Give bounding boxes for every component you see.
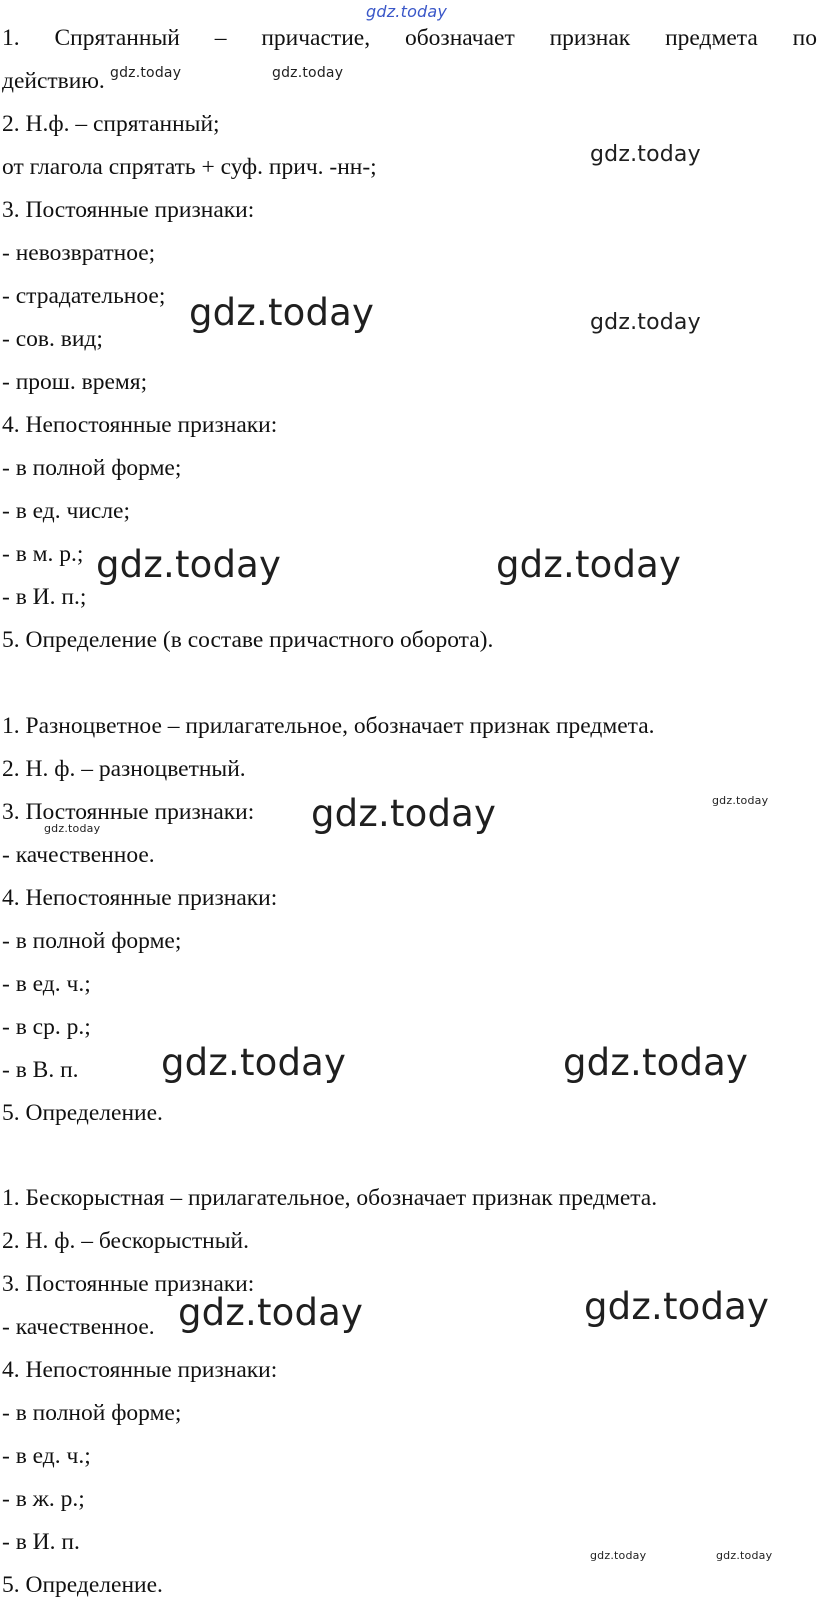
text-line: - в полной форме;	[2, 1400, 182, 1426]
text-line: 3. Постоянные признаки:	[2, 1271, 255, 1297]
text-line: 5. Определение.	[2, 1572, 163, 1598]
watermark: gdz.today	[496, 543, 682, 586]
watermark: gdz.today	[44, 822, 101, 835]
text-line: - в И. п.;	[2, 584, 87, 610]
watermark: gdz.today	[161, 1041, 347, 1084]
text-line: - в м. р.;	[2, 541, 84, 567]
text-line: - страдательное;	[2, 283, 166, 309]
text-line: - в полной форме;	[2, 928, 182, 954]
text-line: 2. Н. ф. – разноцветный.	[2, 756, 246, 782]
text-line: - в И. п.	[2, 1529, 80, 1555]
watermark: gdz.today	[563, 1041, 749, 1084]
watermark: gdz.today	[716, 1549, 773, 1562]
watermark: gdz.today	[311, 792, 497, 835]
text-line: - в В. п.	[2, 1057, 79, 1083]
watermark: gdz.today	[590, 310, 701, 335]
text-line: 2. Н.ф. – спрятанный;	[2, 111, 220, 137]
text-line: - в ср. р.;	[2, 1014, 91, 1040]
text-line: - невозвратное;	[2, 240, 156, 266]
text-line: - сов. вид;	[2, 326, 103, 352]
watermark: gdz.today	[712, 794, 769, 807]
text-line: 3. Постоянные признаки:	[2, 197, 255, 223]
text-line: от глагола спрятать + суф. прич. -нн-;	[2, 154, 377, 180]
watermark: gdz.today	[110, 65, 182, 81]
watermark: gdz.today	[189, 291, 375, 334]
watermark: gdz.today	[584, 1285, 770, 1328]
text-line: - качественное.	[2, 842, 155, 868]
watermark: gdz.today	[272, 65, 344, 81]
text-line: 4. Непостоянные признаки:	[2, 885, 278, 911]
watermark: gdz.today	[178, 1291, 364, 1334]
text-line: - в ж. р.;	[2, 1486, 85, 1512]
text-line: 4. Непостоянные признаки:	[2, 412, 278, 438]
watermark: gdz.today	[590, 1549, 647, 1562]
text-line: 3. Постоянные признаки:	[2, 799, 255, 825]
text-line: 1. Спрятанный – причастие, обозначает признак предмета по	[2, 25, 817, 51]
text-line: 5. Определение.	[2, 1100, 163, 1126]
text-line: - в полной форме;	[2, 455, 182, 481]
text-line: - прош. время;	[2, 369, 148, 395]
text-line: - качественное.	[2, 1314, 155, 1340]
text-line: - в ед. ч.;	[2, 971, 91, 997]
site-logo: gdz.today	[366, 2, 448, 21]
text-line: 1. Бескорыстная – прилагательное, обозначает признак предмета.	[2, 1185, 658, 1211]
text-line: действию.	[2, 68, 105, 94]
text-line: - в ед. числе;	[2, 498, 131, 524]
text-line: 1. Разноцветное – прилагательное, обозначает признак предмета.	[2, 713, 655, 739]
text-line: 5. Определение (в составе причастного оборота).	[2, 627, 494, 653]
text-line: 4. Непостоянные признаки:	[2, 1357, 278, 1383]
watermark: gdz.today	[590, 142, 701, 167]
text-line: - в ед. ч.;	[2, 1443, 91, 1469]
text-line: 2. Н. ф. – бескорыстный.	[2, 1228, 249, 1254]
watermark: gdz.today	[96, 543, 282, 586]
